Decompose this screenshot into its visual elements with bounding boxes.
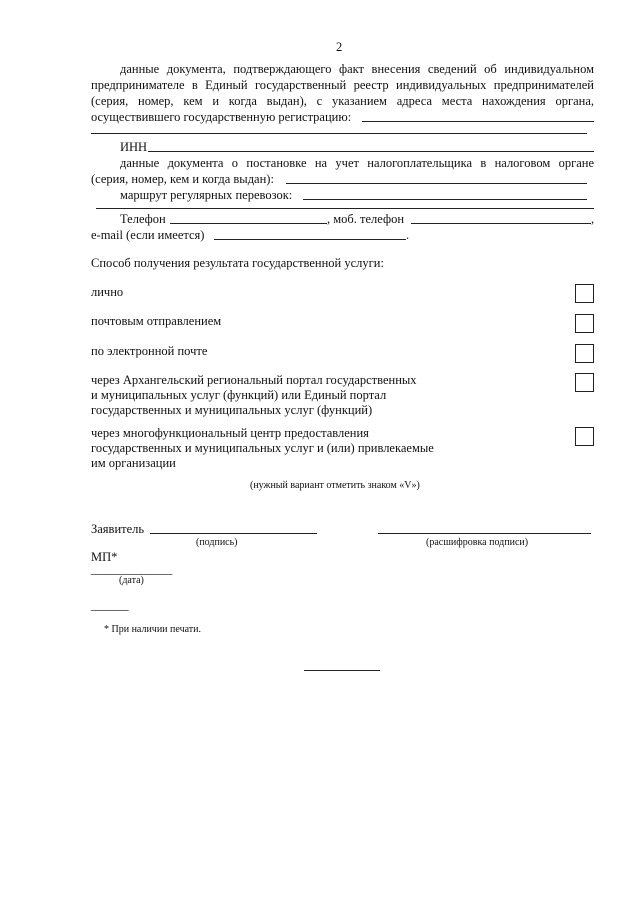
method-email-checkbox[interactable] bbox=[575, 344, 594, 363]
signature-field[interactable] bbox=[150, 533, 317, 534]
method-mfc-label-line-1: через многофункциональный центр предоставления bbox=[91, 426, 369, 440]
end-of-page-rule bbox=[304, 670, 380, 671]
method-email-label: по электронной почте bbox=[91, 344, 208, 358]
phone-line-end: , bbox=[591, 212, 595, 226]
applicant-label: Заявитель bbox=[91, 522, 145, 536]
tax-doc-line-2: (серия, номер, кем и когда выдан): bbox=[91, 172, 274, 186]
inn-field[interactable] bbox=[148, 151, 594, 152]
method-mfc-label-line-3: им организации bbox=[91, 456, 176, 470]
phone-field[interactable] bbox=[170, 223, 327, 224]
signature-decoding-caption: (расшифровка подписи) bbox=[426, 537, 529, 548]
method-portal-checkbox[interactable] bbox=[575, 373, 594, 392]
entrepreneur-doc-line-2: предпринимателе в Единый государственный реестр индивидуальных предпринимателей bbox=[91, 78, 594, 92]
method-mfc-checkbox[interactable] bbox=[575, 427, 594, 446]
registration-authority-field[interactable] bbox=[362, 121, 594, 122]
page-number: 2 bbox=[336, 40, 343, 54]
signature-decoding-field[interactable] bbox=[378, 533, 591, 534]
method-portal-label-line-3: государственных и муниципальных услуг (функций) bbox=[91, 403, 373, 417]
tax-doc-line-1: данные документа о постановке на учет налогоплательщика в налоговом органе bbox=[120, 156, 594, 170]
email-field[interactable] bbox=[214, 239, 406, 240]
tax-doc-field[interactable] bbox=[286, 183, 587, 184]
entrepreneur-doc-line-3: (серия, номер, кем и когда выдан), с указанием адреса места нахождения органа, bbox=[91, 94, 594, 108]
method-post-label: почтовым отправлением bbox=[91, 314, 222, 328]
email-line-end: . bbox=[406, 228, 410, 242]
seal-label: МП* bbox=[91, 550, 118, 564]
mobile-phone-label: , моб. телефон bbox=[327, 212, 405, 226]
date-caption: (дата) bbox=[119, 575, 144, 586]
method-post-checkbox[interactable] bbox=[575, 314, 594, 333]
method-in-person-label: лично bbox=[91, 285, 124, 299]
method-portal-label-line-2: и муниципальных услуг (функций) или Единый портал bbox=[91, 388, 387, 402]
route-field[interactable] bbox=[303, 199, 587, 200]
date-field[interactable]: _____________ bbox=[91, 562, 173, 576]
email-label: e-mail (если имеется) bbox=[91, 228, 205, 242]
route-field-2[interactable] bbox=[96, 208, 594, 209]
route-label: маршрут регулярных перевозок: bbox=[120, 188, 293, 202]
mobile-phone-field[interactable] bbox=[411, 223, 591, 224]
footnote-text: * При наличии печати. bbox=[104, 624, 201, 635]
phone-label: Телефон bbox=[120, 212, 166, 226]
inn-label: ИНН bbox=[120, 140, 148, 154]
registration-authority-field-2[interactable] bbox=[91, 133, 587, 134]
entrepreneur-doc-line-1: данные документа, подтверждающего факт внесения сведений об индивидуальном bbox=[120, 62, 594, 76]
footnote-separator: ______ bbox=[91, 598, 129, 612]
method-title: Способ получения результата государственной услуги: bbox=[91, 256, 384, 270]
selection-note: (нужный вариант отметить знаком «V») bbox=[250, 480, 420, 491]
method-portal-label-line-1: через Архангельский региональный портал государственных bbox=[91, 373, 417, 387]
entrepreneur-doc-line-4: осуществившего государственную регистрацию: bbox=[91, 110, 352, 124]
method-in-person-checkbox[interactable] bbox=[575, 284, 594, 303]
signature-caption: (подпись) bbox=[196, 537, 238, 548]
method-mfc-label-line-2: государственных и муниципальных услуг и (или) привлекаемые bbox=[91, 441, 434, 455]
